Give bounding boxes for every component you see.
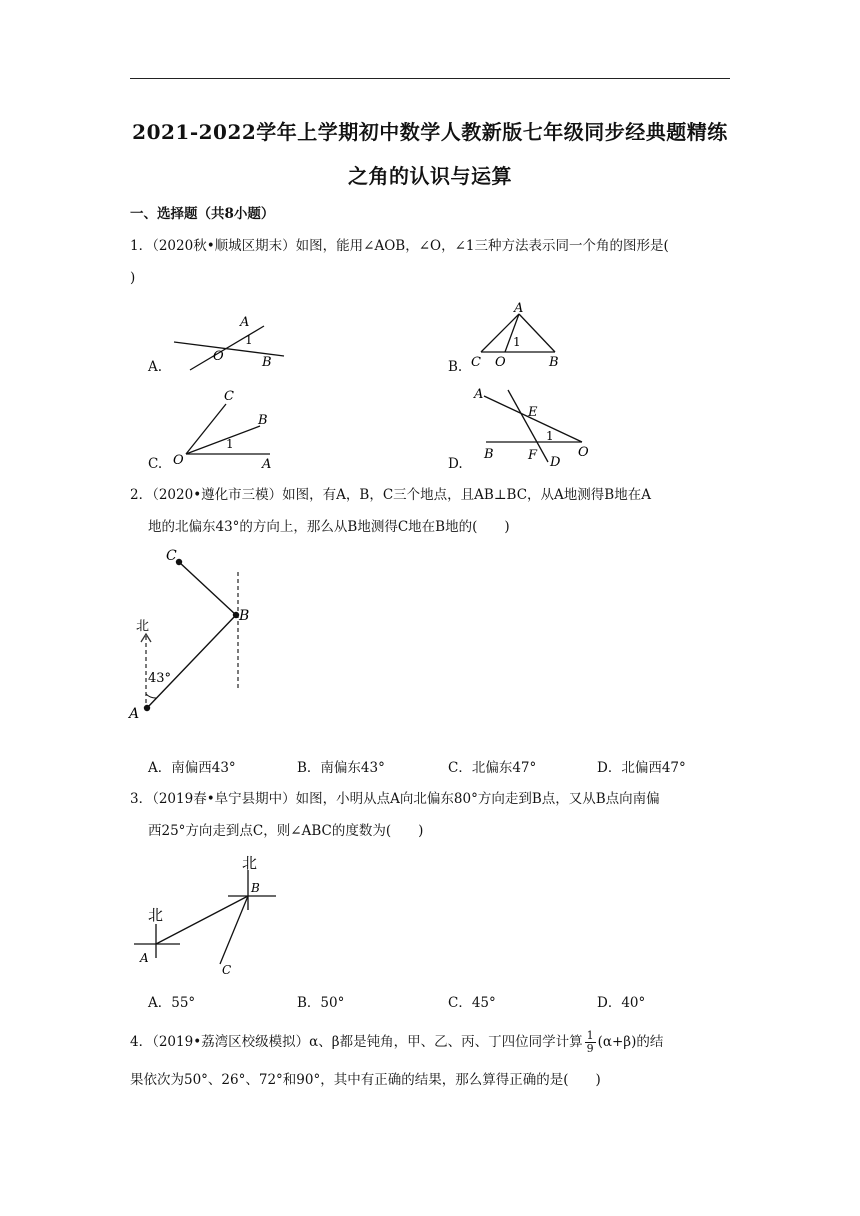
q1d-label-1: 1 xyxy=(546,429,554,443)
q2-label-north: 北 xyxy=(136,619,150,634)
question-1-text-line2: ) xyxy=(130,270,136,286)
q2-label-a: A xyxy=(129,706,140,722)
q3-option-d: D．40° xyxy=(597,995,646,1011)
q3-label-c: C xyxy=(222,963,232,977)
q1c-label-b: B xyxy=(258,413,268,428)
question-4-text-line1 xyxy=(130,1030,750,1055)
q1-figure-d xyxy=(470,380,600,470)
q3-option-b: B．50° xyxy=(297,995,345,1011)
question-2-text-line1: 2．（2020•遵化市三模）如图，有A，B，C三个地点，且AB⊥BC，从A地测得B地在A xyxy=(130,487,651,503)
q3-label-b: B xyxy=(251,881,260,895)
section-heading: 一、选择题（共8小题） xyxy=(130,206,275,222)
question-3-text-line1: 3．（2019春•阜宁县期中）如图，小明从点A向北偏东80°方向走到B点，又从B点向南偏 xyxy=(130,791,660,807)
q4-fraction xyxy=(585,1030,596,1055)
q1c-label-o: O xyxy=(173,453,184,468)
q2-option-a: A．南偏西43° xyxy=(148,760,236,776)
q1d-label-o: O xyxy=(578,445,589,460)
question-2-text-line2: 地的北偏东43°的方向上，那么从B地测得C地在B地的( ) xyxy=(148,519,510,535)
q3-option-c: C．45° xyxy=(448,995,496,1011)
question-1-text-line1: 1．（2020秋•顺城区期末）如图，能用∠AOB，∠O，∠1三种方法表示同一个角的图形是( xyxy=(130,238,669,254)
q1-option-b-label: B. xyxy=(448,359,463,375)
q1d-label-a: A xyxy=(474,387,484,402)
q2-option-c: C．北偏东47° xyxy=(448,760,537,776)
q4-text-part1: 4．（2019•荔湾区校级模拟）α、β都是钝角，甲、乙、丙、丁四位同学计算 xyxy=(130,1034,583,1050)
q1b-label-c: C xyxy=(471,355,481,370)
q1c-label-c: C xyxy=(224,389,234,404)
q1-option-a-label: A. xyxy=(148,359,163,375)
page-title-line1: 2021-2022学年上学期初中数学人教新版七年级同步经典题精练 xyxy=(132,120,728,144)
q2-option-b: B．南偏东43° xyxy=(297,760,385,776)
q1a-label-b: B xyxy=(262,355,272,370)
q1c-label-a: A xyxy=(262,457,272,472)
q4-frac-den: 9 xyxy=(586,1042,594,1055)
q2-option-d: D．北偏西47° xyxy=(597,760,686,776)
q3-label-north-a: 北 xyxy=(148,906,164,924)
q4-text-part2: (α+β)的结 xyxy=(597,1034,664,1050)
page-title-line2: 之角的认识与运算 xyxy=(348,164,512,188)
q3-option-a: A．55° xyxy=(148,995,196,1011)
q2-label-43: 43° xyxy=(148,671,172,686)
q1b-label-a: A xyxy=(514,301,524,316)
q2-label-c: C xyxy=(166,548,177,564)
q1a-label-o: O xyxy=(213,349,224,364)
q1c-label-1: 1 xyxy=(226,437,234,451)
q1-figure-b xyxy=(465,300,585,375)
top-rule xyxy=(130,78,730,79)
q1a-label-a: A xyxy=(240,315,250,330)
question-4-text-line2: 果依次为50°、26°、72°和90°，其中有正确的结果，那么算得正确的是( ) xyxy=(130,1072,601,1088)
q1-option-c-label: C. xyxy=(148,456,163,472)
q3-figure xyxy=(128,848,278,978)
q1b-label-1: 1 xyxy=(513,335,521,349)
q4-frac-num: 1 xyxy=(586,1029,594,1042)
q1b-label-o: O xyxy=(495,355,506,370)
q1d-label-f: F xyxy=(528,448,538,463)
q1d-label-b: B xyxy=(484,447,494,462)
q2-label-b: B xyxy=(239,608,250,624)
q3-label-north-b: 北 xyxy=(242,854,258,872)
q1-figure-a xyxy=(160,308,290,378)
q1d-label-e: E xyxy=(528,405,538,420)
q3-label-a: A xyxy=(140,951,149,965)
q2-figure xyxy=(126,542,266,742)
question-3-text-line2: 西25°方向走到点C，则∠ABC的度数为( ) xyxy=(148,823,424,839)
q1b-label-b: B xyxy=(549,355,559,370)
q1-figure-c xyxy=(168,382,288,472)
q1a-label-1: 1 xyxy=(245,333,253,347)
q1d-label-d: D xyxy=(550,455,561,470)
q1-option-d-label: D. xyxy=(448,456,463,472)
